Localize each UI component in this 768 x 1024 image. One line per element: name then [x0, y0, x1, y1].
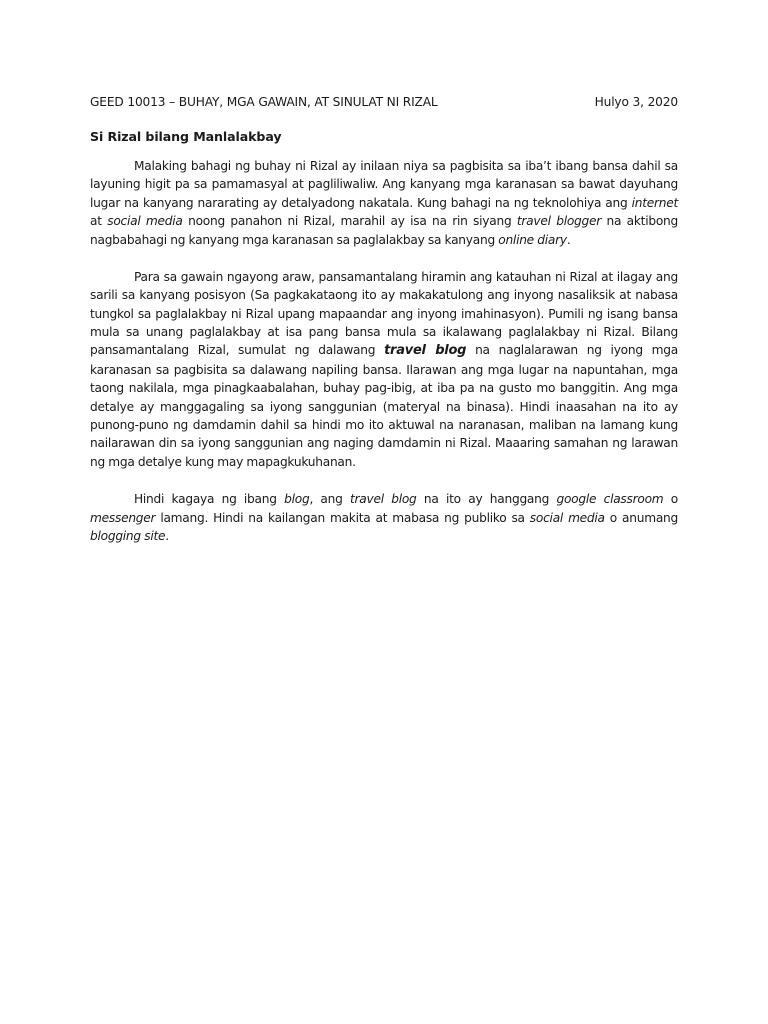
- italic-term: blog: [284, 492, 310, 507]
- italic-term: social media: [529, 510, 605, 525]
- italic-term: internet: [631, 195, 678, 210]
- document-date: Hulyo 3, 2020: [594, 95, 678, 109]
- italic-term: travel blog: [350, 492, 417, 507]
- paragraph-1: [90, 157, 678, 249]
- text-run: o anumang: [604, 510, 678, 525]
- text-run: o: [663, 492, 679, 507]
- text-run: na ito ay hanggang: [416, 492, 557, 507]
- paragraph-3: [90, 490, 678, 545]
- text-run: .: [566, 232, 571, 247]
- text-run: Malaking bahagi ng buhay ni Rizal ay inilaan niya sa pagbisita sa iba’t ibang bansa dahil sa layuning higit pa sa pamamasyal at pagliliwaliw. Ang kanyang mga karanasan sa bawat dayuhang lugar na kanyang nararating ay detalyadong nakatala. Kung bahagi na ng teknolohiya ang: [90, 159, 678, 210]
- document-body: [90, 157, 678, 564]
- text-run: na aktibong nagbabahagi ng kanyang mga karanasan sa paglalakbay sa kanyang: [90, 214, 678, 247]
- italic-term: social media: [107, 214, 183, 229]
- text-run: na naglalarawan ng iyong mga karanasan sa pagbisita sa dalawang napiling bansa. Ilarawan ang mga lugar na napuntahan, mga taong nakilala, mga pinagkaabalahan, buhay pag-ibig, at iba pa na gusto mo banggitin. Ang mga detalye ay manggagaling sa iyong sanggunian (materyal na binasa). Hindi inaasahan na ito ay punong-puno ng damdamin dahil sa hindi mo ito aktuwal na naranasan, maliban na lamang kung nailarawan din sa iyong sanggunian ang naging damdamin ni Rizal. Maaaring samahan ng larawan ng mga detalye kung may mapagkukuhanan.: [90, 343, 678, 469]
- text-run: Para sa gawain ngayong araw, pansamantalang hiramin ang katauhan ni Rizal at ilagay ang sarili sa kanyang posisyon (Sa pagkakataong ito ay makakatulong ang inyong nasaliksik at nabasa tungkol sa paglalakbay ni Rizal upang mapaandar ang inyong imahinasyon). Pumili ng isang bansa mula sa unang paglalakbay at isa pang bansa mula sa ikalawang paglalakbay ni Rizal. Bilang pansamantalang Rizal, sumulat ng dalawang: [90, 269, 678, 358]
- document-title: Si Rizal bilang Manlalakbay: [90, 129, 282, 144]
- text-run: Hindi kagaya ng ibang: [134, 492, 285, 507]
- text-run: at: [90, 214, 108, 229]
- course-title: GEED 10013 – BUHAY, MGA GAWAIN, AT SINULAT NI RIZAL: [90, 95, 438, 109]
- italic-term: travel blogger: [516, 214, 602, 229]
- italic-term: online diary: [498, 232, 567, 247]
- text-run: noong panahon ni Rizal, marahil ay isa na rin siyang: [182, 214, 517, 229]
- italic-term: messenger: [90, 510, 156, 525]
- text-run: , ang: [309, 492, 350, 507]
- italic-term: google classroom: [556, 492, 664, 507]
- italic-term: blogging site: [90, 528, 166, 543]
- paragraph-2: [90, 268, 678, 471]
- text-run: .: [165, 528, 169, 543]
- text-run: lamang. Hindi na kailangan makita at mabasa ng publiko sa: [155, 510, 530, 525]
- bold-italic-term: travel blog: [384, 343, 467, 359]
